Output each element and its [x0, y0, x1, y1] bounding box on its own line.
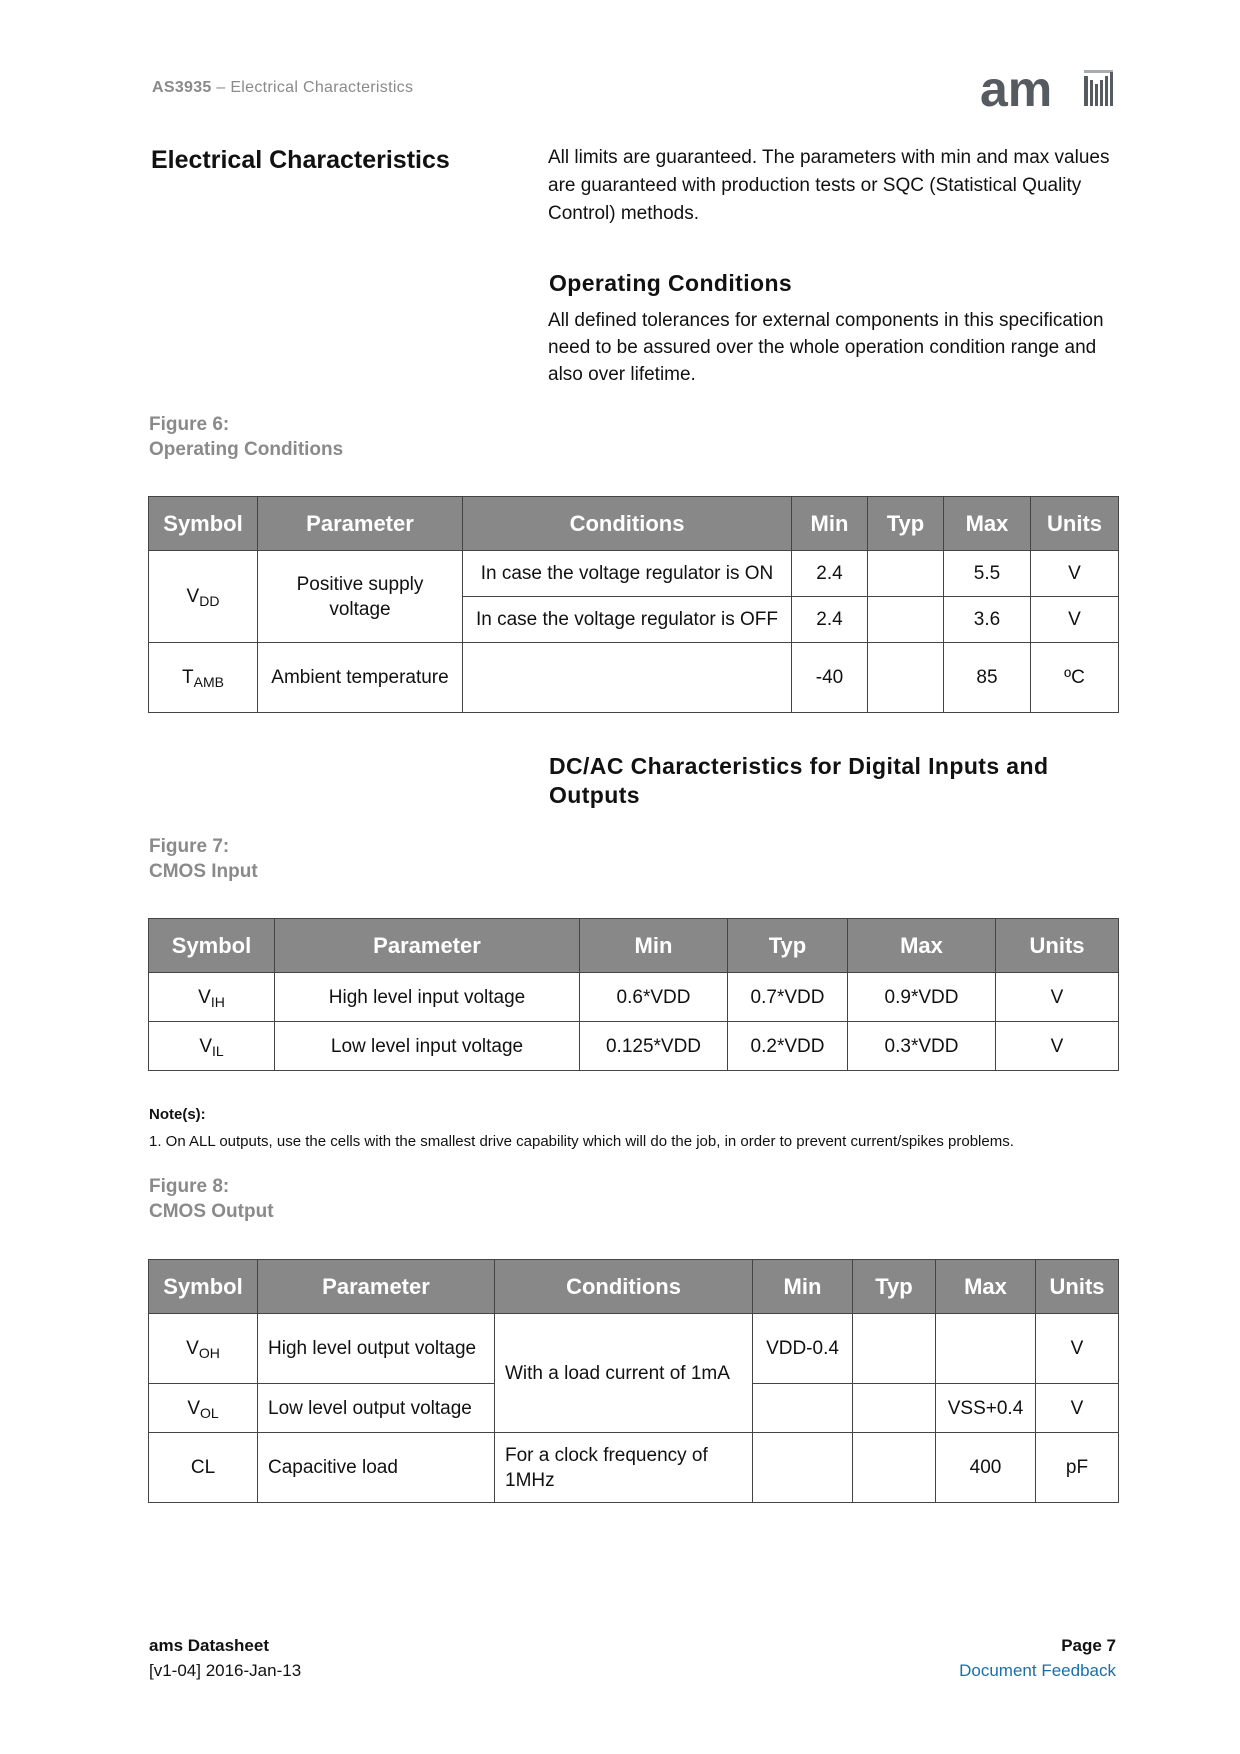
footer-version: [v1-04] 2016-Jan-13 [149, 1661, 302, 1680]
max-cell: 3.6 [944, 597, 1031, 643]
cmos-input-table [148, 918, 1119, 1071]
dcac-heading: DC/AC Characteristics for Digital Inputs and Outputs [549, 753, 1049, 808]
header-symbol: Symbol [149, 919, 275, 973]
note-heading: Note(s): [149, 1106, 206, 1123]
parameter-cell: High level output voltage [258, 1314, 495, 1384]
footer-page-number: Page 7 [1061, 1636, 1116, 1655]
header-min: Min [792, 497, 868, 551]
min-cell [753, 1433, 853, 1503]
min-cell: 2.4 [792, 551, 868, 597]
document-feedback-link[interactable]: Document Feedback [959, 1661, 1116, 1680]
symbol-cell: $V_{IH}$ [149, 973, 275, 1022]
min-cell: 2.4 [792, 597, 868, 643]
max-cell: 5.5 [944, 551, 1031, 597]
section-title: Electrical Characteristics [151, 146, 450, 174]
conditions-cell: For a clock frequency of 1MHz [495, 1433, 753, 1503]
header-min: Min [753, 1260, 853, 1314]
table-row [149, 1433, 1119, 1503]
figure-8-label: Figure 8: [149, 1176, 230, 1197]
header-max: Max [944, 497, 1031, 551]
intro-paragraph: All limits are guaranteed. The parameters with min and max values are guaranteed with production tests or SQC (Statistical Quality Control) methods. [548, 147, 1110, 224]
parameter-cell: Low level input voltage [275, 1022, 580, 1071]
max-cell [936, 1314, 1036, 1384]
header-units: Units [1031, 497, 1119, 551]
symbol-cell: $V_{DD}$ [149, 551, 258, 643]
conditions-cell: In case the voltage regulator is ON [463, 551, 792, 597]
symbol-cell: $T_{AMB}$ [149, 643, 258, 713]
header-units: Units [1036, 1260, 1119, 1314]
header-parameter: Parameter [258, 497, 463, 551]
max-cell: 0.3*VDD [848, 1022, 996, 1071]
table-header-row [149, 497, 1119, 551]
operating-conditions-table [148, 496, 1119, 713]
symbol-cell: $V_{OH}$ [149, 1314, 258, 1384]
typ-cell: 0.2*VDD [728, 1022, 848, 1071]
units-cell: V [1031, 551, 1119, 597]
min-cell: 0.6*VDD [580, 973, 728, 1022]
typ-cell [853, 1384, 936, 1433]
footer-datasheet-label: ams Datasheet [149, 1636, 270, 1655]
units-cell: V [996, 1022, 1119, 1071]
table-row [149, 1022, 1119, 1071]
ams-logo-text: am [980, 68, 1053, 112]
conditions-cell [463, 643, 792, 713]
table-row [149, 551, 1119, 597]
note-text: 1. On ALL outputs, use the cells with the smallest drive capability which will do the job, in order to prevent current/spikes problems. [149, 1133, 1014, 1150]
figure-7-label: Figure 7: [149, 836, 230, 857]
units-cell: V [1031, 597, 1119, 643]
table-row [149, 973, 1119, 1022]
min-cell: 0.125*VDD [580, 1022, 728, 1071]
table-header-row [149, 1260, 1119, 1314]
header-part-number: AS3935 [152, 79, 212, 96]
header-units: Units [996, 919, 1119, 973]
figure-7-caption [149, 834, 258, 884]
symbol-cell: $V_{OL}$ [149, 1384, 258, 1433]
units-cell: V [1036, 1314, 1119, 1384]
parameter-cell: High level input voltage [275, 973, 580, 1022]
parameter-cell: Low level output voltage [258, 1384, 495, 1433]
operating-conditions-heading: Operating Conditions [549, 270, 793, 296]
cmos-output-table [148, 1259, 1119, 1503]
header-max: Max [848, 919, 996, 973]
units-cell: pF [1036, 1433, 1119, 1503]
typ-cell: 0.7*VDD [728, 973, 848, 1022]
conditions-cell: In case the voltage regulator is OFF [463, 597, 792, 643]
max-cell: 0.9*VDD [848, 973, 996, 1022]
figure-7-title: CMOS Input [149, 861, 258, 882]
table-header-row [149, 919, 1119, 973]
typ-cell [868, 597, 944, 643]
min-cell [753, 1384, 853, 1433]
units-cell: V [1036, 1384, 1119, 1433]
figure-8-caption [149, 1174, 274, 1224]
header-min: Min [580, 919, 728, 973]
max-cell: 400 [936, 1433, 1036, 1503]
parameter-cell: Capacitive load [258, 1433, 495, 1503]
figure-6-title: Operating Conditions [149, 439, 344, 460]
header-parameter: Parameter [275, 919, 580, 973]
header-typ: Typ [853, 1260, 936, 1314]
units-cell: ºC [1031, 643, 1119, 713]
running-header [152, 79, 413, 97]
parameter-cell: Positive supply voltage [258, 551, 463, 643]
header-conditions: Conditions [495, 1260, 753, 1314]
header-symbol: Symbol [149, 1260, 258, 1314]
conditions-cell: With a load current of 1mA [495, 1314, 753, 1433]
typ-cell [853, 1433, 936, 1503]
table-row [149, 643, 1119, 713]
min-cell: -40 [792, 643, 868, 713]
symbol-cell: CL [149, 1433, 258, 1503]
parameter-cell: Ambient temperature [258, 643, 463, 713]
header-dash: – [216, 79, 226, 96]
header-section: Electrical Characteristics [230, 79, 414, 96]
header-parameter: Parameter [258, 1260, 495, 1314]
figure-6-label: Figure 6: [149, 414, 230, 435]
units-cell: V [996, 973, 1119, 1022]
header-conditions: Conditions [463, 497, 792, 551]
max-cell: VSS+0.4 [936, 1384, 1036, 1433]
ams-logo [980, 68, 1130, 112]
table-row [149, 1314, 1119, 1384]
header-typ: Typ [728, 919, 848, 973]
max-cell: 85 [944, 643, 1031, 713]
min-cell: VDD-0.4 [753, 1314, 853, 1384]
symbol-cell: $V_{IL}$ [149, 1022, 275, 1071]
header-max: Max [936, 1260, 1036, 1314]
operating-conditions-text: All defined tolerances for external components in this specification need to be assured over the whole operation condition range and also over lifetime. [548, 310, 1104, 385]
typ-cell [868, 551, 944, 597]
header-typ: Typ [868, 497, 944, 551]
typ-cell [853, 1314, 936, 1384]
header-symbol: Symbol [149, 497, 258, 551]
figure-8-title: CMOS Output [149, 1201, 274, 1222]
figure-6-caption [149, 412, 343, 462]
typ-cell [868, 643, 944, 713]
